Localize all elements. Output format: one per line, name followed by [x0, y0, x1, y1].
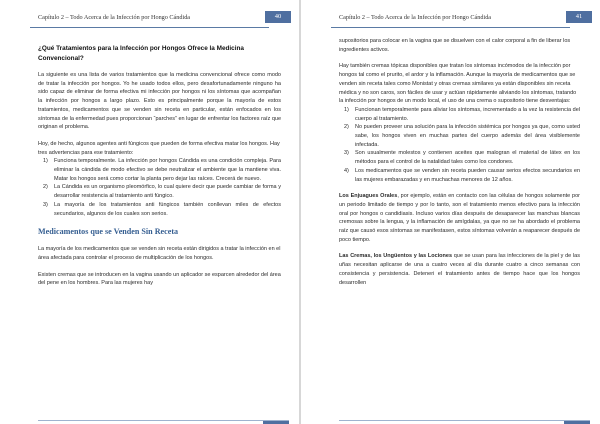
list-item: [339, 123, 580, 149]
creams-term: Las Cremas, los Ungüentos y las Lociones: [339, 253, 453, 260]
left-header-rule: [30, 27, 269, 28]
section-heading-otc-medications: Medicamentos que se Venden Sin Receta: [38, 227, 179, 237]
section-heading-conventional-treatments: ¿Qué Tratamientos para la Infección por Hongos Ofrece la Medicina Convencional?: [38, 45, 244, 62]
list-item: [38, 157, 281, 183]
right-header-title: Capítulo 2 – Todo Acerca de la Infección por Hongo Cándida: [339, 14, 492, 21]
left-page-footer: [38, 420, 289, 424]
list-number: 4): [344, 167, 349, 174]
list-item-text: Funciona temporalmente. La infección por hongos Cándida es una condición compleja. Para eliminar la cándida de modo efectivo se debe neutralizar el ambiente que la mantiene viva. Matar los hongos será como cortar la planta pero dejar las raíces. Crecerá de nuevo.: [54, 158, 281, 182]
paragraph: Existen cremas que se introducen en la vagina usando un aplicador se esparcen alrededor del área del pene en los hombres. Para las mujeres hay: [38, 271, 281, 287]
paragraph: La siguiente es una lista de varios tratamientos que la medicina convencional ofrece como modo de tratar la infección por hongos. Yo he usado todos ellos, pero desafortunadamente ninguno ha sido capaz de eliminar de forma efectiva mi infección por hongos ni los síntomas que acompañan la infección por hongos a largo plazo. Esto es principalmente porque la mayoría de estos tratamientos, medicamentos que se venden sin receta en particular, están enfocados en los síntomas de la enfermedad pues proporcionan “parches” en lugar de enfrentar los factores raíz que originan el problema.: [38, 72, 281, 131]
disadvantages-list: [339, 106, 580, 184]
paragraph: Hay también cremas tópicas disponibles que tratan los síntomas incómodos de la infección por hongos tal como el prurito, el ardor y la inflamación. Aunque la mayoría de medicamentos que se venden sin receta tales como Monistat y otras cremas similares ya están disponibles sin receta médica y no son caros, son fáciles de usar y actúan rápidamente aliviando los síntomas, tratando la infección por hongos de un modo local, el uso de una crema o supositorio tiene desventajas:: [339, 63, 577, 105]
creams-text: que se usan para las infecciones de la piel y de las uñas necesitan aplicarse de una a cuatro veces al día durante cuatro a cinco semanas con consistencia y persistencia. Deteneri el tratamiento antes de tiempo hace que los hongos desarrollen: [339, 253, 580, 286]
list-number: 1): [43, 158, 48, 165]
right-header-rule: [331, 27, 570, 28]
list-item: [38, 201, 281, 218]
list-item-text: La mayoría de los tratamientos anti fúngicos también conllevan miles de efectos secundarios, algunos de los cuales son serios.: [54, 201, 281, 217]
left-page-content: [38, 38, 281, 296]
list-number: 2): [344, 124, 349, 131]
paragraph: La mayoría de los medicamentos que se venden sin receta están dirigidos a tratar la infección en el área afectada para controlar el proceso de multiplicación de los hongos.: [38, 246, 281, 261]
left-page-header: [0, 0, 299, 30]
list-item-text: Funcionan temporalmente para aliviar los síntomas, incrementado a la vez la resistencia del cuerpo al tratamiento.: [355, 106, 580, 122]
list-item: [339, 167, 580, 184]
warnings-list: [38, 157, 281, 218]
left-header-title: Capítulo 2 – Todo Acerca de la Infección por Hongo Cándida: [38, 14, 191, 21]
list-item-text: No pueden proveer una solución para la infección sistémica por hongos ya que, como usted sabe, los hongos viven en muchas partes del cuerpo además del área visiblemente infectada.: [355, 124, 580, 148]
list-number: 1): [344, 106, 349, 113]
list-item: [38, 183, 281, 200]
list-item-text: Los medicamentos que se venden sin receta pueden causar serios efectos secundarios en las mujeres embarazadas y en muchachas menores de 12 años.: [355, 167, 580, 183]
list-number: 2): [43, 184, 48, 191]
right-page: [301, 0, 600, 424]
list-number: 3): [43, 201, 48, 208]
paragraph: supositorios para colocar en la vagina que se disuelven con el calor corporal a fin de liberar los ingredientes activos.: [339, 38, 571, 53]
right-page-footer: [339, 420, 590, 424]
right-page-header: [301, 0, 600, 30]
paragraph-creams: [339, 252, 580, 287]
right-page-content: [339, 37, 580, 295]
paragraph: Hoy, de hecho, algunos agentes anti fúngicos que pueden de forma efectiva matar los hongos. Hay tres advertencias para ese tratamiento:: [38, 140, 280, 156]
right-page-number: 41: [566, 11, 592, 23]
paragraph-oral-rinses: [339, 192, 580, 244]
list-item: [339, 149, 580, 166]
oral-rinses-term: Los Enjuagues Orales: [339, 193, 398, 200]
list-item-text: Son usualmente molestos y contienen aceites que malogran el material de látex en los métodos para el control de la natalidad tales como los condones.: [355, 150, 580, 166]
list-number: 3): [344, 150, 349, 157]
list-item-text: La Cándida es un organismo pleomórfico, lo cual quiere decir que puede cambiar de forma y desarrollar resistencia al tratamiento anti fúngico.: [54, 184, 281, 200]
left-page: [0, 0, 299, 424]
list-item: [339, 106, 580, 123]
oral-rinses-text: , por ejemplo, están en contacto con las células de hongos solamente por un periodo limitado de tiempo y por lo tanto, son el tratamiento menos efectivo para la infección oral por hongos o candidiasis. Incluso varios días después de desaparecer las manchas blancas cremosas sobre la lengua, y la inflamación de amígdalas, ya que no se ha abordado el problema raíz que causó esos síntomas se manifestasen, estos síntomas volverán a reaparecer después de poco tiempo.: [339, 193, 580, 243]
left-page-number: 40: [265, 11, 291, 23]
